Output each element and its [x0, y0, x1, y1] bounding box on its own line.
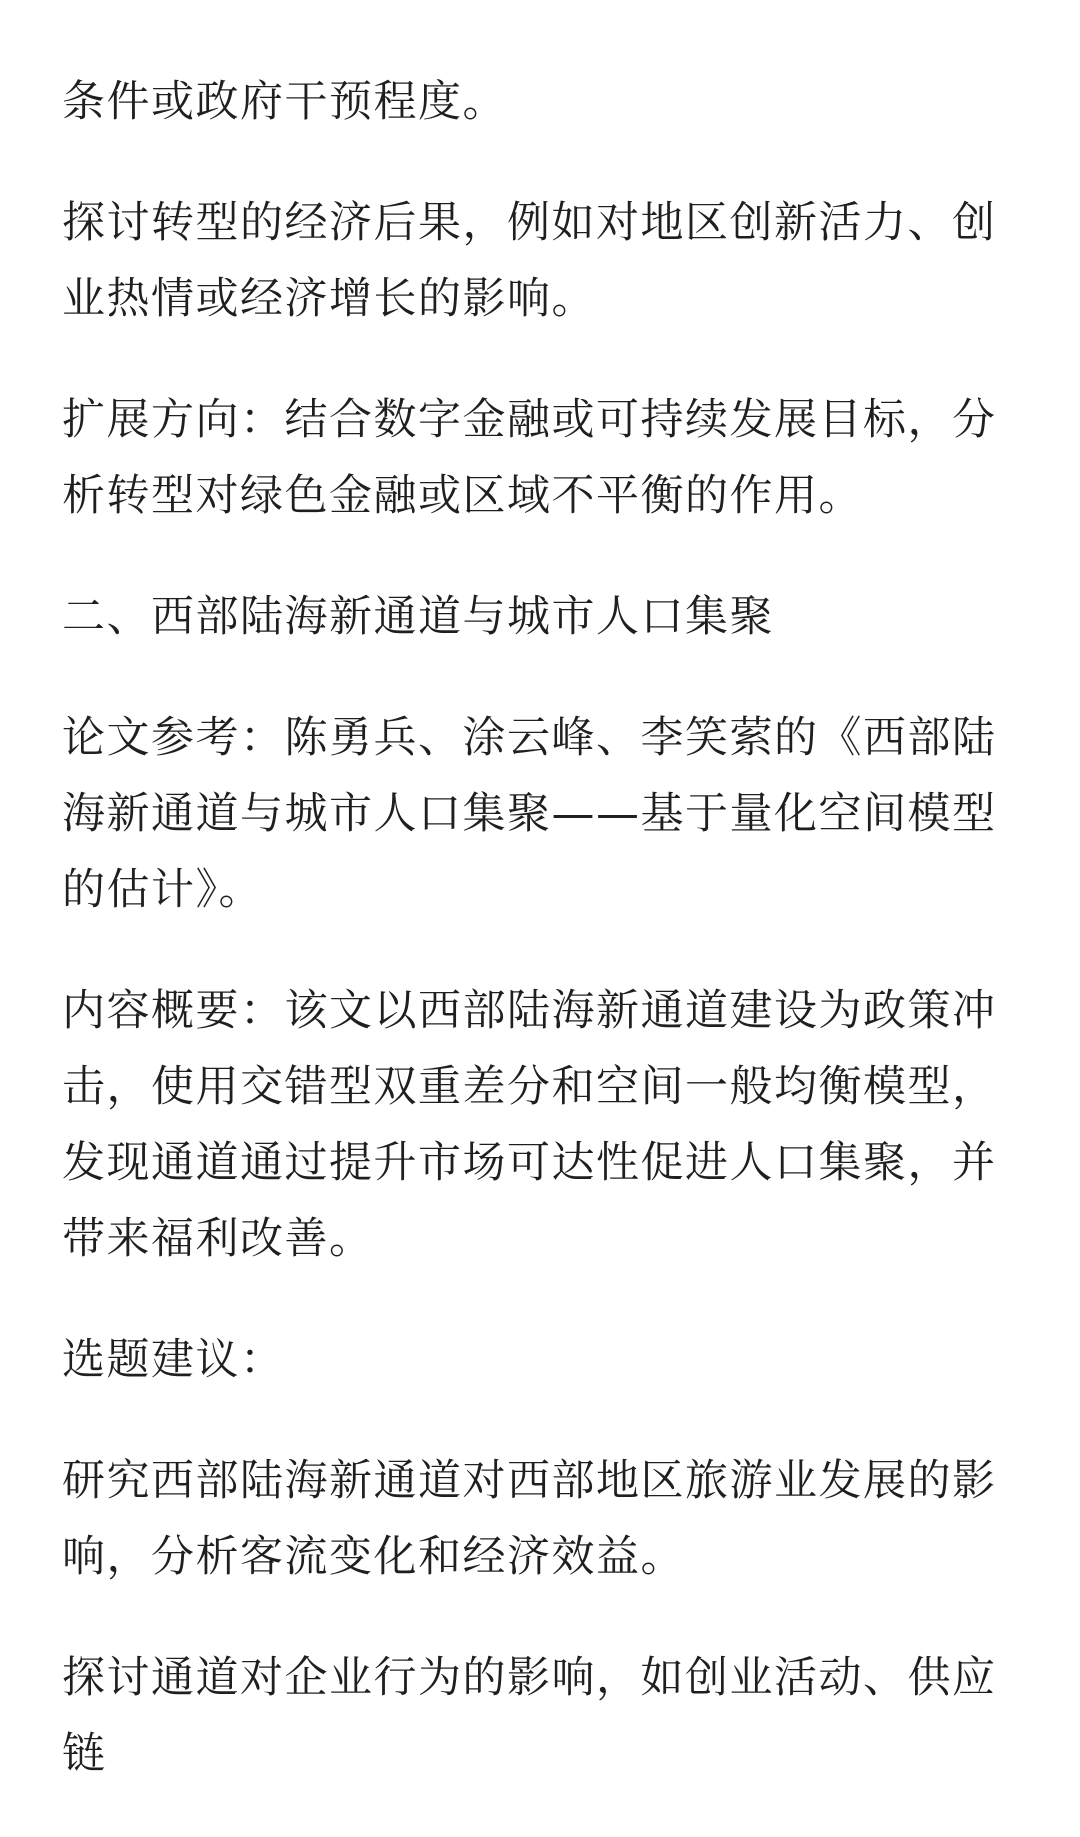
paragraph: 内容概要：该文以西部陆海新通道建设为政策冲击，使用交错型双重差分和空间一般均衡模型，发现通道通过提升市场可达性促进人口集聚，并带来福利改善。: [62, 986, 997, 1264]
paragraph: 探讨通道对企业行为的影响，如创业活动、供应链: [62, 1653, 997, 1779]
article-body: [62, 0, 1030, 1837]
paragraph: 条件或政府干预程度。: [62, 77, 507, 127]
paragraph: 选题建议：: [62, 1335, 285, 1385]
paragraph: 论文参考：陈勇兵、涂云峰、李笑萦的《西部陆海新通道与城市人口集聚——基于量化空间模型的估计》。: [62, 713, 997, 915]
section-heading: 二、西部陆海新通道与城市人口集聚: [62, 592, 774, 642]
paragraph: 扩展方向：结合数字金融或可持续发展目标，分析转型对绿色金融或区域不平衡的作用。: [62, 395, 997, 521]
paragraph: 探讨转型的经济后果，例如对地区创新活力、创业热情或经济增长的影响。: [62, 198, 997, 324]
paragraph: 研究西部陆海新通道对西部地区旅游业发展的影响，分析客流变化和经济效益。: [62, 1456, 997, 1582]
